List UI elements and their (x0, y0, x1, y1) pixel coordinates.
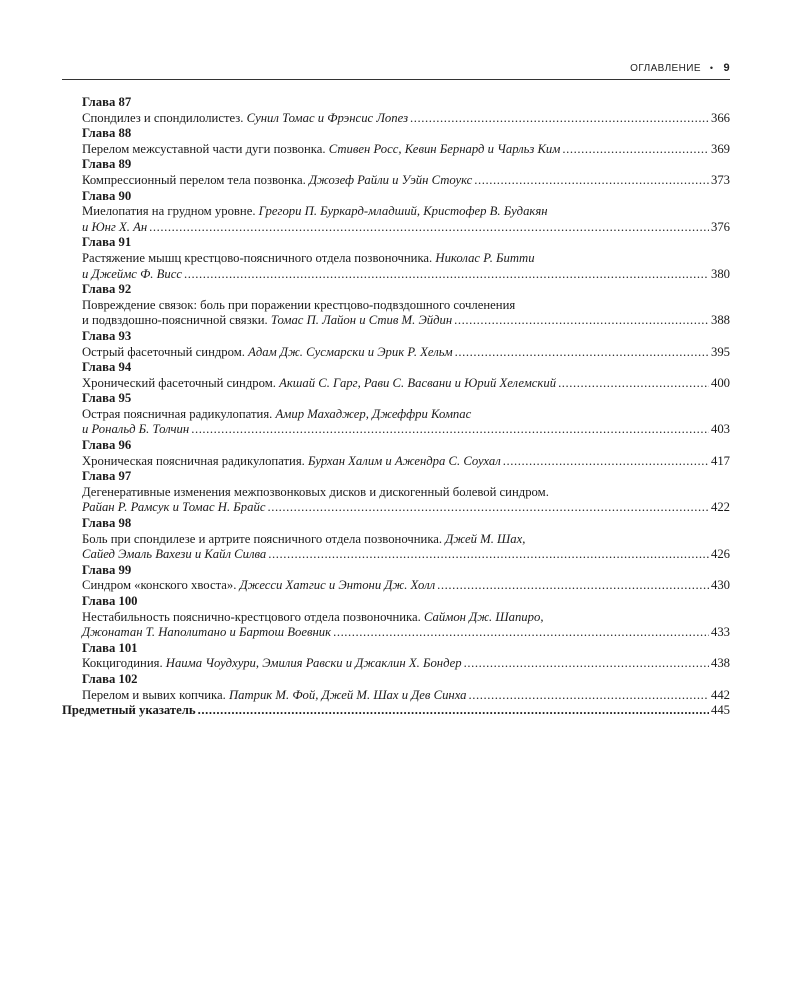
chapter-label: Глава 88 (82, 126, 132, 141)
entry-page-number: 373 (710, 172, 730, 187)
running-header (62, 62, 730, 74)
toc-entry-line (82, 267, 730, 283)
toc-entry-line (82, 345, 730, 361)
toc-entry-line (82, 298, 730, 314)
entry-page-number: 422 (710, 500, 730, 515)
chapter-title: Хронический фасеточный синдром. (82, 375, 276, 390)
chapter-title: Перелом и вывих копчика. (82, 687, 226, 702)
chapter-label: Глава 94 (82, 360, 132, 375)
chapter-label: Глава 87 (82, 95, 132, 109)
chapter-title: Синдром «конского хвоста». (82, 578, 237, 593)
dot-leader (474, 173, 709, 189)
entry-page-number: 417 (710, 453, 730, 468)
chapter-authors: Николас Р. Битти (435, 250, 535, 265)
chapter-label: Глава 101 (82, 640, 138, 655)
page-number: 9 (723, 62, 730, 74)
entry-page-number: 388 (710, 313, 730, 328)
entry-text (82, 547, 266, 563)
entry-text (82, 204, 548, 218)
toc-chapter (62, 329, 730, 360)
entry-text (82, 376, 556, 392)
dot-leader (562, 142, 709, 158)
toc-entry-line (82, 500, 730, 516)
chapter-title: Нестабильность пояснично-крестцового отдела позвоночника. (82, 609, 421, 624)
toc-chapter (62, 189, 730, 236)
toc-entry-line (82, 111, 730, 127)
entry-text (82, 454, 501, 470)
toc-entry-line (82, 220, 730, 236)
chapter-title: Боль при спондилезе и артрите поясничного отдела позвоночника. (82, 531, 443, 546)
dot-leader (455, 345, 709, 361)
entry-text (82, 173, 472, 189)
entry-text (82, 111, 408, 127)
toc-entry-line (82, 142, 730, 158)
chapter-title: Спондилез и спондилолистез. (82, 110, 244, 125)
entry-page-number: 430 (710, 578, 730, 593)
entry-text (82, 610, 543, 624)
toc-entry-line (82, 454, 730, 470)
chapter-authors: Бурхан Халим и Ажендра С. Соухал (308, 453, 501, 468)
entry-text (82, 485, 549, 499)
chapter-authors: Джей М. Шах, (445, 531, 526, 546)
chapter-authors: Джозеф Райли и Уэйн Стоукс (308, 172, 473, 187)
toc-entry-line (82, 485, 730, 501)
entry-page-number: 400 (710, 375, 730, 390)
entry-text (82, 407, 471, 421)
entry-page-number: 433 (710, 625, 730, 640)
chapter-label: Глава 89 (82, 157, 132, 172)
entry-text (82, 298, 515, 312)
dot-leader (469, 688, 709, 704)
dot-leader (454, 313, 709, 329)
dot-leader (558, 376, 709, 392)
entry-page-number: 395 (710, 344, 730, 359)
toc-entry-line (82, 610, 730, 626)
toc-entry-line (82, 251, 730, 267)
toc-chapter (62, 95, 730, 126)
dot-leader (198, 703, 709, 719)
toc-chapter (62, 516, 730, 563)
toc-entry-line (82, 532, 730, 548)
chapter-authors: Райан Р. Рамсук и Томас Н. Брайс (82, 500, 266, 515)
chapter-label: Глава 98 (82, 516, 132, 531)
toc-chapter (62, 126, 730, 157)
dot-leader (437, 578, 709, 594)
toc-entry-line (82, 173, 730, 189)
toc-chapter (62, 641, 730, 672)
toc-entry-line (82, 422, 730, 438)
chapter-label: Глава 99 (82, 562, 132, 577)
entry-text (82, 267, 182, 283)
entry-page-number: 366 (710, 110, 730, 125)
bullet-icon: • (709, 63, 714, 73)
toc-entry-line (82, 547, 730, 563)
header-divider (62, 79, 730, 80)
chapter-authors: Адам Дж. Сусмарски и Эрик Р. Хельм (248, 344, 453, 359)
entry-text (82, 500, 265, 516)
toc-entry-line (82, 204, 730, 220)
chapter-label: Глава 96 (82, 438, 132, 453)
toc-entry-line (82, 578, 730, 594)
dot-leader (503, 454, 709, 470)
toc-chapter (62, 157, 730, 188)
chapter-title: Хроническая поясничная радикулопатия. (82, 453, 305, 468)
dot-leader (333, 625, 709, 641)
chapter-label: Глава 92 (82, 282, 132, 297)
dot-leader (410, 111, 709, 127)
toc-entry-line (82, 407, 730, 423)
dot-leader (149, 220, 709, 236)
toc-chapter (62, 469, 730, 516)
dot-leader (184, 267, 709, 283)
toc-entry-line (82, 313, 730, 329)
index-page-number: 445 (710, 703, 730, 718)
chapter-title: Острая поясничная радикулопатия. (82, 406, 273, 421)
chapter-authors: Патрик М. Фой, Джей М. Шах и Дев Синха (228, 687, 467, 702)
toc-chapter (62, 282, 730, 329)
chapter-label: Глава 93 (82, 328, 132, 343)
chapter-authors: Саймон Дж. Шапиро, (424, 609, 544, 624)
chapter-title: и подвздошно-поясничной связки. (82, 313, 268, 328)
chapter-authors: и Джеймс Ф. Висс (82, 266, 183, 281)
entry-text (82, 220, 147, 236)
entry-text (82, 142, 560, 158)
chapter-title: Дегенеративные изменения межпозвонковых дисков и дискогенный болевой синдром. (82, 484, 549, 499)
index-label: Предметный указатель (62, 703, 196, 718)
dot-leader (267, 500, 709, 516)
toc-chapter (62, 563, 730, 594)
chapter-authors: и Рональд Б. Толчин (82, 422, 190, 437)
entry-text (82, 251, 535, 265)
entry-page-number: 369 (710, 141, 730, 156)
dot-leader (464, 656, 709, 672)
entry-page-number: 403 (710, 422, 730, 437)
chapter-authors: Грегори П. Буркард-младший, Кристофер В. Будакян (258, 204, 548, 219)
chapter-label: Глава 97 (82, 469, 132, 484)
entry-text (82, 345, 453, 361)
entry-text (82, 688, 467, 704)
chapter-authors: Стивен Росс, Кевин Бернард и Чарльз Ким (328, 141, 561, 156)
toc-chapter (62, 594, 730, 641)
toc-chapter (62, 438, 730, 469)
chapter-label: Глава 90 (82, 188, 132, 203)
entry-text (82, 422, 189, 438)
chapter-authors: Джесси Хатгис и Энтони Дж. Холл (239, 578, 436, 593)
toc-chapter (62, 672, 730, 703)
chapter-label: Глава 95 (82, 391, 132, 406)
toc-entry-line (82, 688, 730, 704)
chapter-label: Глава 102 (82, 671, 138, 686)
chapter-authors: Наима Чоудхури, Эмилия Равски и Джаклин Х. Бондер (165, 656, 462, 671)
chapter-authors: Томас П. Лайон и Стив М. Эйдин (270, 313, 453, 328)
chapter-authors: Амир Махаджер, Джеффри Компас (275, 406, 472, 421)
entry-text (82, 532, 525, 546)
subject-index-entry (62, 703, 730, 719)
section-title: ОГЛАВЛЕНИЕ (630, 62, 701, 74)
entry-text (82, 578, 435, 594)
entry-page-number: 438 (710, 656, 730, 671)
dot-leader (268, 547, 709, 563)
chapter-label: Глава 100 (82, 594, 138, 608)
chapter-authors: Акшай С. Гарг, Рави С. Васвани и Юрий Хелемский (279, 375, 557, 390)
chapter-title: Компрессионный перелом тела позвонка. (82, 172, 306, 187)
toc-chapter (62, 235, 730, 282)
dot-leader (191, 422, 709, 438)
entry-page-number: 426 (710, 547, 730, 562)
chapter-title: Миелопатия на грудном уровне. (82, 204, 256, 219)
entry-text (82, 656, 462, 672)
table-of-contents (62, 95, 730, 719)
chapter-title: Острый фасеточный синдром. (82, 344, 245, 359)
entry-text (82, 625, 331, 641)
toc-entry-line (82, 656, 730, 672)
chapter-title: Перелом межсуставной части дуги позвонка. (82, 141, 326, 156)
chapter-title: Повреждение связок: боль при поражении крестцово-подвздошного сочленения (82, 297, 516, 312)
chapter-title: Кокцигодиния. (82, 656, 163, 671)
entry-page-number: 442 (710, 687, 730, 702)
chapter-authors: и Юнг Х. Ан (82, 219, 148, 234)
toc-chapter (62, 360, 730, 391)
toc-entry-line (82, 625, 730, 641)
toc-chapter (62, 391, 730, 438)
chapter-title: Растяжение мышц крестцово-поясничного отдела позвоночника. (82, 250, 433, 265)
toc-entry-line (82, 376, 730, 392)
chapter-authors: Сунил Томас и Фрэнсис Лопез (246, 110, 409, 125)
entry-page-number: 380 (710, 266, 730, 281)
chapter-label: Глава 91 (82, 235, 132, 250)
entry-page-number: 376 (710, 219, 730, 234)
chapter-authors: Сайед Эмаль Вахези и Кайл Силва (82, 547, 267, 562)
entry-text (82, 313, 452, 329)
chapter-authors: Джонатан Т. Наполитано и Бартош Воевник (82, 625, 332, 640)
